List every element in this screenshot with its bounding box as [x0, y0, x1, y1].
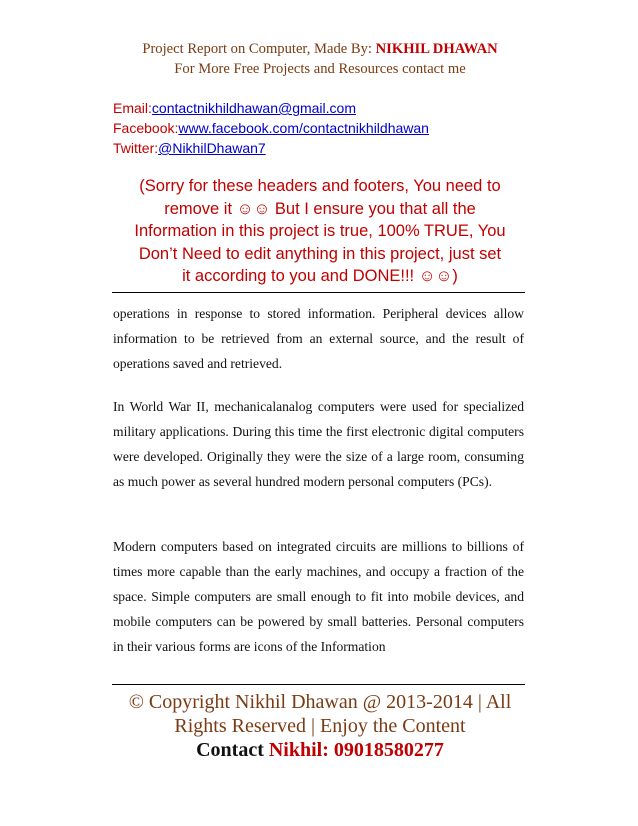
- apology-note: [108, 175, 532, 288]
- email-label: Email:: [113, 100, 152, 116]
- header-title: [100, 39, 540, 59]
- facebook-link[interactable]: www.facebook.com/contactnikhildhawan: [178, 120, 429, 136]
- contact-email: [113, 98, 356, 118]
- body-paragraph: Modern computers based on integrated circuits are millions to billions of times more capable than the early machines, and occupy a fraction of the space. Simple computers are small enough to fit into mobile devices, and mobile computers can be powered by small batteries. Personal computers in their various forms are icons of the Information: [113, 539, 524, 654]
- footer-copyright: © Copyright Nikhil Dhawan @ 2013-2014 | All: [128, 691, 512, 713]
- header-author-name: NIKHIL DHAWAN: [375, 41, 498, 57]
- apology-line: Don’t Need to edit anything in this project, just set: [138, 244, 502, 263]
- apology-line: Information in this project is true, 100% TRUE, You: [134, 222, 506, 240]
- footer-contact-phone: Nikhil: 09018580277: [268, 739, 444, 761]
- twitter-link[interactable]: @NikhilDhawan7: [158, 140, 266, 156]
- apology-line: remove it ☺☺ But I ensure you that all the: [164, 199, 476, 218]
- header-title-prefix: Project Report on Computer, Made By:: [142, 41, 376, 57]
- email-link[interactable]: contactnikhildhawan@gmail.com: [151, 100, 356, 116]
- contact-twitter: [113, 138, 266, 158]
- body-paragraph: operations in response to stored information. Peripheral devices allow information to be retrieved from an external source, and the result of operations saved and retrieved.: [113, 306, 524, 371]
- header-subtitle: For More Free Projects and Resources contact me: [174, 61, 466, 77]
- body-paragraph: In World War II, mechanicalanalog computers were used for specialized military applications. During this time the first electronic digital computers were developed. Originally they were the size of a large room, consuming as much power as several hundred modern personal computers (PCs).: [113, 399, 524, 489]
- apology-line: it according to you and DONE!!! ☺☺): [182, 267, 458, 285]
- twitter-label: Twitter:: [113, 140, 159, 156]
- facebook-label: Facebook:: [113, 120, 179, 136]
- footer-contact-prefix: Contact: [196, 739, 269, 761]
- footer-divider: [112, 684, 525, 685]
- footer-rights: Rights Reserved | Enjoy the Content: [174, 715, 466, 737]
- footer: [100, 690, 540, 762]
- header-divider: [112, 292, 525, 293]
- footer-contact: [100, 738, 540, 762]
- contact-facebook: [113, 118, 429, 138]
- apology-line: (Sorry for these headers and footers, You need to: [139, 177, 501, 195]
